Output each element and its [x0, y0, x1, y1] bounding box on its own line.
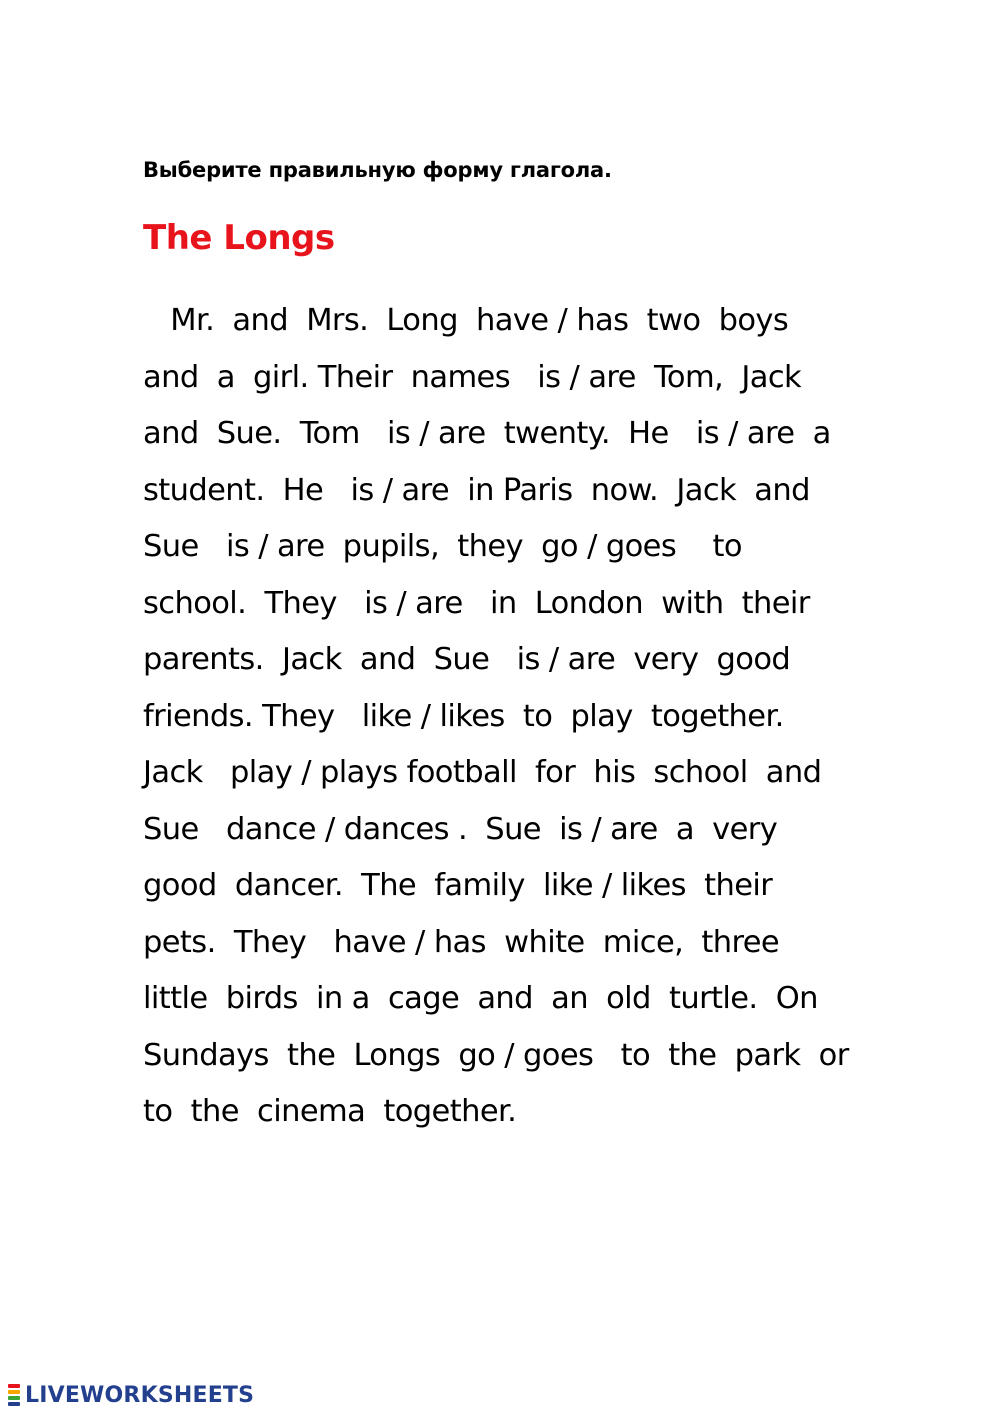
text-line: pets. They have / has white mice, three — [143, 924, 780, 960]
text-line: little birds in a cage and an old turtle. On — [143, 981, 818, 1016]
text-line: and Sue. Tom is / are twenty. He is / are a — [143, 416, 831, 451]
liveworksheets-logo-icon — [6, 1384, 22, 1406]
liveworksheets-logo — [6, 1380, 254, 1410]
text-line: good dancer. The family like / likes their — [143, 868, 773, 903]
text-line: Sue dance / dances . Sue is / are a very — [143, 811, 778, 847]
text-line: Jack play / plays football for his school and — [143, 755, 822, 790]
logo-text: LIVEWORKSHEETS — [25, 1382, 255, 1408]
text-line: Sundays the Longs go / goes to the park or — [143, 1037, 849, 1073]
text-line: parents. Jack and Sue is / are very good — [143, 642, 791, 677]
exercise-text — [143, 296, 963, 1144]
text-line: friends. They like / likes to play together. — [143, 698, 784, 734]
worksheet-title: The Longs — [143, 218, 335, 258]
instruction-text: Выберите правильную форму глагола. — [143, 158, 612, 182]
text-line: and a girl. Their names is / are Tom, Jack — [143, 359, 802, 395]
text-line: to the cinema together. — [143, 1094, 517, 1129]
text-line: student. He is / are in Paris now. Jack and — [143, 472, 810, 508]
text-line: Mr. and Mrs. Long have / has two boys — [143, 303, 789, 338]
text-line: school. They is / are in London with their — [143, 585, 810, 621]
text-line: Sue is / are pupils, they go / goes to — [143, 529, 742, 564]
